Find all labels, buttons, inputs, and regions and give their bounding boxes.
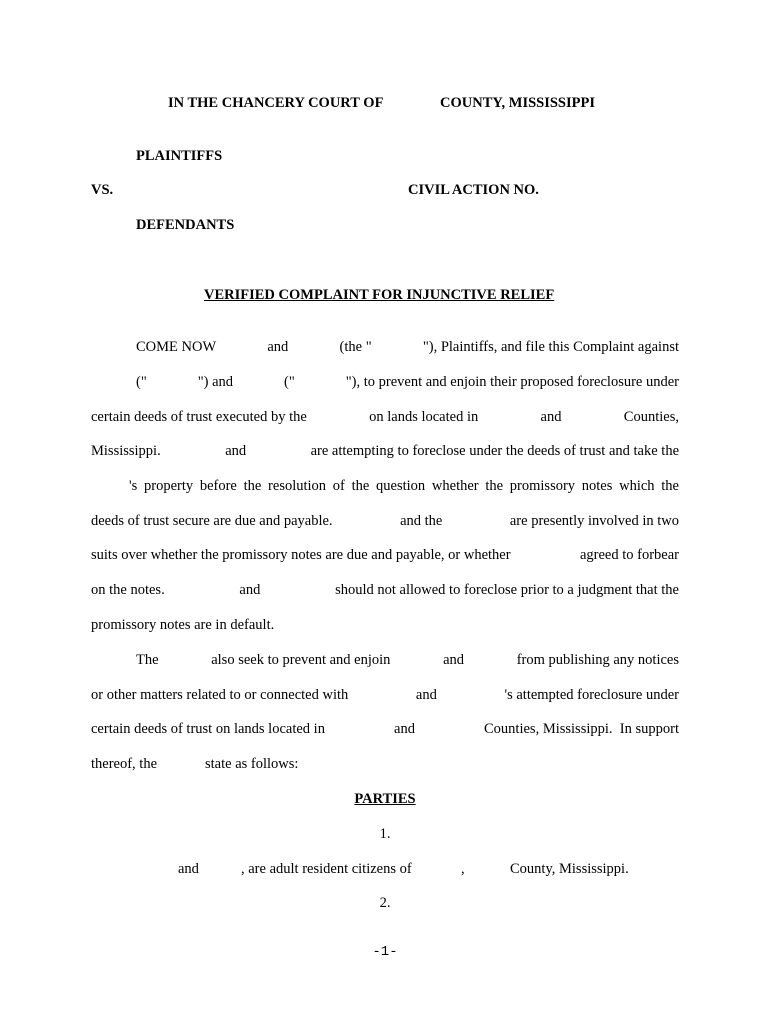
intro-text: suits over whether the promissory notes are due and payable, or whether [91, 547, 511, 563]
civil-action-label: CIVIL ACTION NO. [408, 182, 539, 198]
intro-text: are attempting to foreclose under the deeds of trust and take the [310, 443, 679, 459]
intro-text: deeds of trust secure are due and payable. [91, 513, 333, 529]
intro-text: "), to prevent and enjoin their proposed foreclosure under [345, 374, 679, 390]
para2-text: Counties, Mississippi. In support [484, 721, 679, 737]
court-heading-right: COUNTY, MISSISSIPPI [440, 95, 595, 111]
intro-text: agreed to forbear [579, 547, 679, 563]
document-title: VERIFIED COMPLAINT FOR INJUNCTIVE RELIEF [204, 287, 555, 303]
para2-line-2 [91, 686, 679, 704]
intro-line-2 [136, 373, 679, 391]
parties-text: , [461, 861, 465, 877]
intro-text: (the " [339, 339, 372, 355]
para2-text: and [415, 687, 437, 703]
intro-text: (" [136, 374, 147, 390]
plaintiffs-label: PLAINTIFFS [136, 148, 223, 164]
intro-text: (" [284, 374, 295, 390]
para2-line-1 [136, 651, 679, 669]
intro-text: certain deeds of trust executed by the [91, 409, 307, 425]
paragraph-number-2: 2. [379, 895, 391, 911]
para2-text: The [136, 652, 159, 668]
para2-line-3 [91, 720, 679, 738]
intro-text: on the notes. [91, 582, 165, 598]
intro-line-6 [91, 512, 679, 530]
intro-line-1 [136, 338, 679, 356]
para2-text: 's attempted foreclosure under [504, 687, 679, 703]
intro-line-5: 's property before the resolution of the question whether the promissory notes which the [129, 478, 679, 494]
intro-text: Mississippi. [91, 443, 161, 459]
intro-text: and [540, 409, 562, 425]
intro-text: "), Plaintiffs, and file this Complaint against [422, 339, 679, 355]
parties-text: County, Mississippi. [510, 861, 629, 877]
para2-text: also seek to prevent and enjoin [211, 652, 391, 668]
intro-text: ") and [197, 374, 234, 390]
para2-text: certain deeds of trust on lands located in [91, 721, 325, 737]
intro-text: and the [400, 513, 443, 529]
para2-text: from publishing any notices [516, 652, 679, 668]
intro-text: and [239, 582, 261, 598]
intro-line-3 [91, 408, 679, 426]
para2-line-4a: thereof, the [91, 756, 158, 772]
para2-text: or other matters related to or connected with [91, 687, 349, 703]
intro-text: COME NOW [136, 339, 217, 355]
paragraph-number-1: 1. [379, 826, 391, 842]
intro-line-9: promissory notes are in default. [91, 617, 275, 633]
para2-line-4b: state as follows: [205, 756, 299, 772]
parties-heading: PARTIES [354, 791, 416, 807]
intro-text: are presently involved in two [509, 513, 679, 529]
intro-text: Counties, [623, 409, 679, 425]
para2-text: and [443, 652, 465, 668]
court-heading-left: IN THE CHANCERY COURT OF [168, 95, 384, 111]
parties-text: and [178, 861, 199, 877]
intro-text: should not allowed to foreclose prior to a judgment that the [335, 582, 679, 598]
intro-text: on lands located in [369, 409, 479, 425]
page-number: -1- [372, 944, 398, 960]
defendants-label: DEFENDANTS [136, 217, 235, 233]
intro-text: and [225, 443, 247, 459]
para2-text: and [394, 721, 415, 737]
intro-line-4 [91, 442, 679, 460]
intro-line-8 [91, 581, 679, 599]
intro-line-7 [91, 546, 679, 564]
versus-label: VS. [91, 182, 114, 198]
intro-text: and [267, 339, 289, 355]
parties-text: , are adult resident citizens of [241, 861, 412, 877]
